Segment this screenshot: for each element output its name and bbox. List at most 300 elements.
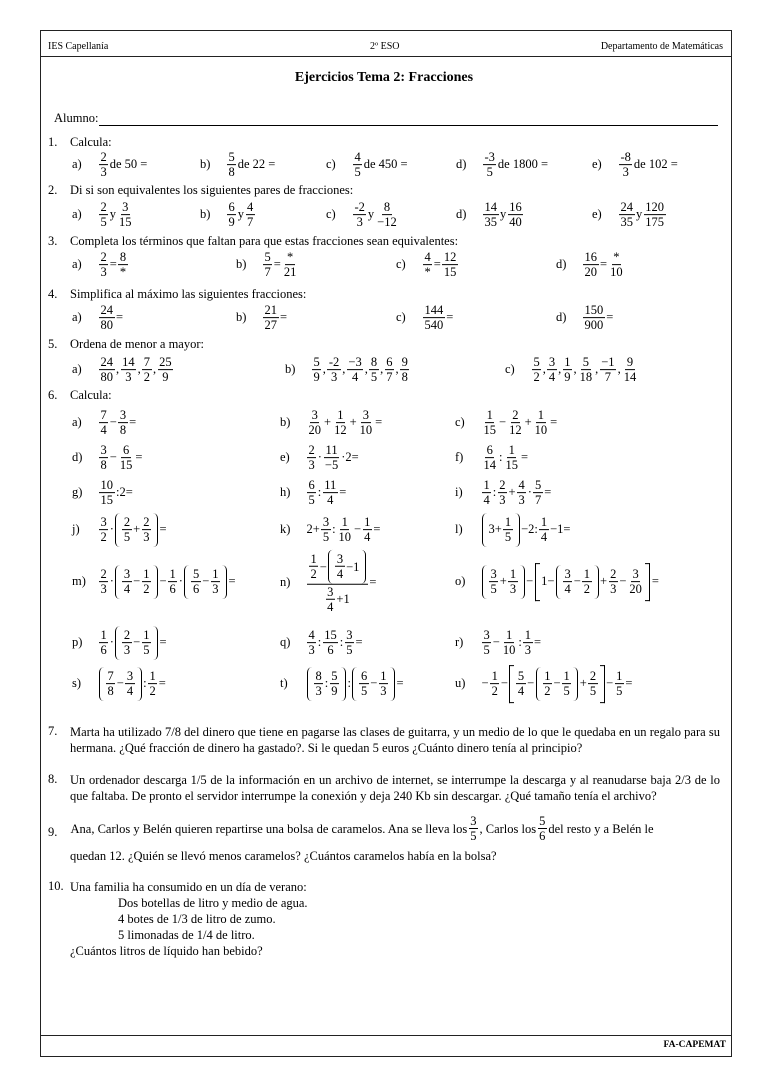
item-label: a) bbox=[72, 157, 82, 172]
math-text: 8 bbox=[119, 423, 127, 438]
math-text: 8 bbox=[119, 250, 127, 265]
math-text: 2 bbox=[308, 443, 315, 458]
fraction bbox=[503, 515, 512, 545]
fraction bbox=[501, 628, 517, 658]
denominator bbox=[99, 216, 108, 230]
item-label: b) bbox=[200, 207, 211, 222]
numerator bbox=[369, 355, 378, 370]
math-text: − bbox=[116, 676, 124, 691]
paren-group bbox=[307, 667, 346, 701]
math-text: 7 bbox=[534, 493, 542, 508]
numerator bbox=[583, 303, 605, 318]
numerator bbox=[532, 355, 541, 370]
fraction bbox=[539, 515, 548, 545]
group-content bbox=[540, 563, 646, 601]
math-text: 5 bbox=[192, 567, 200, 582]
item-label: c) bbox=[455, 415, 465, 430]
paren-group bbox=[115, 565, 158, 599]
math-text: −1= bbox=[550, 522, 571, 537]
paren-group bbox=[352, 667, 395, 701]
fraction bbox=[600, 355, 616, 385]
numerator bbox=[400, 355, 409, 370]
problem-9-text bbox=[70, 814, 720, 864]
math-text: 2 bbox=[310, 567, 317, 582]
fraction bbox=[482, 408, 498, 438]
math-text: 1 bbox=[508, 443, 515, 458]
math-text: 21 bbox=[283, 265, 297, 280]
math-text: 2 bbox=[123, 515, 131, 530]
denominator bbox=[363, 531, 372, 545]
math-text: 3 bbox=[322, 515, 330, 530]
math-text: 2 bbox=[149, 684, 156, 699]
math-text: , bbox=[322, 362, 326, 377]
math-text: − bbox=[527, 676, 535, 691]
page-title: Ejercicios Tema 2: Fracciones bbox=[294, 70, 474, 85]
math-expression bbox=[306, 667, 404, 701]
math-text: 3 bbox=[100, 515, 107, 530]
math-text: 21 bbox=[264, 303, 277, 318]
math-text: + bbox=[499, 574, 507, 589]
numerator bbox=[538, 814, 547, 829]
fraction bbox=[99, 250, 108, 280]
math-text: 6 bbox=[360, 669, 368, 684]
numerator bbox=[312, 355, 321, 370]
fraction bbox=[99, 355, 115, 385]
item-label: b) bbox=[200, 157, 211, 172]
numerator bbox=[490, 669, 499, 684]
denominator bbox=[359, 685, 368, 699]
numerator bbox=[379, 669, 388, 684]
math-text: 14 bbox=[483, 458, 496, 473]
denominator bbox=[508, 216, 524, 230]
math-text: 1 bbox=[505, 628, 513, 643]
problem-8-text: Un ordenador descarga 1/5 de la información en un archivo de internet, se interrumpe la descarga y al reanudarse baja 2/3 de lo que faltaba. De pronto el servidor interrumpe la conexión y deja 240 Kb sin descargar. ¿Qué tamaño tenía el archivo? bbox=[70, 773, 720, 803]
math-text: 6 bbox=[122, 443, 130, 458]
math-expression bbox=[262, 303, 288, 333]
denominator bbox=[227, 216, 236, 230]
math-text: 16 bbox=[584, 250, 597, 265]
math-text: 5 bbox=[534, 478, 542, 493]
math-text: , bbox=[542, 362, 546, 377]
ex1-heading: Calcula: bbox=[70, 135, 112, 149]
fraction bbox=[330, 669, 339, 699]
math-text: 4 bbox=[548, 370, 556, 385]
math-text: · bbox=[109, 635, 114, 650]
numerator bbox=[612, 250, 621, 265]
math-text: 1 bbox=[143, 628, 150, 643]
math-text: − bbox=[500, 676, 508, 691]
fraction bbox=[619, 150, 632, 180]
math-text: 3 bbox=[548, 355, 556, 370]
math-text: 1 bbox=[491, 669, 498, 684]
math-text: 5 bbox=[470, 829, 477, 844]
math-text: 3 bbox=[632, 567, 639, 582]
ex6-item bbox=[72, 513, 167, 547]
right-paren bbox=[361, 550, 366, 584]
math-text: 1 bbox=[504, 515, 512, 530]
math-text: 8 bbox=[107, 684, 114, 699]
math-expression bbox=[306, 443, 359, 473]
fraction bbox=[99, 150, 108, 180]
math-text: de 102 = bbox=[633, 157, 678, 172]
denominator bbox=[547, 371, 556, 385]
bracket-group bbox=[509, 665, 604, 703]
fraction bbox=[369, 355, 378, 385]
denominator bbox=[118, 266, 127, 280]
group-content bbox=[120, 626, 153, 660]
math-expression bbox=[98, 667, 166, 701]
math-text: 4 bbox=[518, 478, 525, 493]
item-label: a) bbox=[72, 362, 82, 377]
ex6-item bbox=[280, 478, 347, 508]
math-text: 9 bbox=[162, 370, 169, 385]
numerator bbox=[516, 669, 525, 684]
denominator bbox=[498, 494, 507, 508]
math-text: , bbox=[342, 362, 346, 377]
math-text: 4 bbox=[517, 684, 525, 699]
fraction bbox=[99, 200, 108, 230]
denominator bbox=[483, 216, 499, 230]
math-text: 14 bbox=[484, 200, 497, 215]
ex3-heading: Completa los términos que faltan para que estas fracciones sean equivalentes: bbox=[70, 234, 459, 248]
denominator bbox=[622, 371, 638, 385]
item-label: a) bbox=[72, 310, 82, 325]
math-text: 6 bbox=[386, 355, 393, 370]
math-text: 3 bbox=[610, 582, 617, 597]
math-text: 3 bbox=[622, 165, 629, 180]
fraction bbox=[543, 669, 552, 699]
math-text: 2 bbox=[100, 530, 107, 545]
denominator bbox=[321, 531, 330, 545]
math-text: 540 bbox=[424, 318, 444, 333]
fraction bbox=[323, 443, 339, 473]
denominator bbox=[582, 583, 591, 597]
math-text: = bbox=[116, 310, 124, 325]
numerator bbox=[321, 515, 330, 530]
denominator bbox=[307, 459, 316, 473]
math-text: 7 bbox=[604, 370, 612, 385]
math-text: 7 bbox=[143, 355, 150, 370]
numerator bbox=[442, 250, 458, 265]
ex6-item bbox=[455, 408, 558, 438]
numerator bbox=[563, 355, 572, 370]
math-text: 4 bbox=[483, 493, 490, 508]
numerator bbox=[99, 567, 108, 582]
fraction bbox=[307, 478, 316, 508]
item-label: e) bbox=[592, 157, 602, 172]
denominator bbox=[376, 216, 399, 230]
fraction bbox=[644, 200, 666, 230]
numerator bbox=[345, 628, 354, 643]
student-label: Alumno: bbox=[54, 111, 99, 125]
math-text: 3 bbox=[311, 408, 318, 423]
fraction bbox=[99, 443, 108, 473]
math-text: + bbox=[524, 415, 532, 430]
denominator bbox=[122, 583, 131, 597]
math-text: * bbox=[613, 250, 620, 265]
group-content bbox=[541, 667, 574, 701]
denominator bbox=[485, 166, 494, 180]
math-text: 1 bbox=[524, 628, 532, 643]
math-text: 3 bbox=[122, 200, 129, 215]
denominator bbox=[263, 319, 279, 333]
math-text: 9 bbox=[626, 355, 634, 370]
math-text: 120 bbox=[645, 200, 664, 215]
math-text: : bbox=[332, 522, 336, 537]
denominator bbox=[490, 685, 499, 699]
fraction bbox=[516, 669, 525, 699]
denominator bbox=[314, 685, 323, 699]
math-text: -3 bbox=[484, 150, 495, 165]
denominator bbox=[619, 216, 635, 230]
numerator bbox=[142, 567, 151, 582]
math-text: 3 bbox=[212, 582, 219, 597]
item-label: l) bbox=[455, 522, 463, 537]
fraction bbox=[99, 515, 108, 545]
fraction bbox=[99, 628, 108, 658]
math-text: 11 bbox=[324, 478, 337, 493]
math-text: 5 bbox=[123, 530, 131, 545]
fraction bbox=[246, 200, 255, 230]
math-text: = bbox=[600, 257, 608, 272]
math-text: 1 bbox=[149, 669, 156, 684]
math-text: 2 bbox=[123, 628, 131, 643]
item-label: e) bbox=[280, 450, 290, 465]
math-text: 8 bbox=[100, 458, 107, 473]
math-text: · bbox=[178, 574, 183, 589]
math-text: + bbox=[324, 415, 332, 430]
ex6-item bbox=[72, 565, 236, 599]
math-text: 5 bbox=[228, 150, 235, 165]
ex6-item bbox=[280, 550, 377, 615]
math-text: = bbox=[273, 257, 281, 272]
ex4-item bbox=[236, 303, 288, 333]
math-text: − bbox=[319, 559, 327, 574]
fraction bbox=[628, 567, 644, 597]
problem-10-text bbox=[70, 879, 720, 959]
right-paren bbox=[153, 565, 158, 599]
problem-10-item: 4 botes de 1/3 de litro de zumo. bbox=[118, 912, 276, 926]
item-label: d) bbox=[456, 157, 467, 172]
math-text: de 50 = bbox=[109, 157, 148, 172]
denominator bbox=[309, 567, 318, 581]
numerator bbox=[158, 355, 174, 370]
problem-10-number: 10. bbox=[48, 879, 64, 893]
denominator bbox=[603, 371, 612, 385]
math-text: 3 bbox=[100, 165, 107, 180]
denominator bbox=[385, 371, 394, 385]
numerator bbox=[533, 478, 542, 493]
math-text: = bbox=[534, 635, 542, 650]
math-text: , bbox=[617, 362, 621, 377]
denominator bbox=[307, 424, 323, 438]
numerator bbox=[118, 250, 127, 265]
math-text: 10 bbox=[100, 478, 113, 493]
math-text: 14 bbox=[122, 355, 135, 370]
fraction bbox=[483, 150, 496, 180]
denominator bbox=[227, 166, 236, 180]
ex6-number: 6. bbox=[48, 388, 58, 402]
denominator bbox=[345, 644, 354, 658]
fraction bbox=[321, 515, 330, 545]
fraction bbox=[523, 628, 532, 658]
right-paren bbox=[573, 667, 578, 701]
math-text: : bbox=[492, 485, 497, 500]
student-name-field[interactable] bbox=[54, 111, 718, 126]
denominator bbox=[543, 685, 552, 699]
math-text: 4 bbox=[564, 582, 571, 597]
math-expression bbox=[98, 478, 133, 508]
denominator bbox=[99, 319, 115, 333]
denominator bbox=[329, 371, 338, 385]
item-label: j) bbox=[72, 522, 80, 537]
denominator bbox=[482, 644, 491, 658]
item-label: c) bbox=[396, 310, 406, 325]
denominator bbox=[122, 531, 131, 545]
math-text: 6 bbox=[308, 478, 315, 493]
denominator bbox=[358, 424, 374, 438]
math-text: : bbox=[324, 676, 329, 691]
fraction bbox=[578, 355, 594, 385]
math-text: 8 bbox=[370, 355, 378, 370]
numerator bbox=[168, 567, 177, 582]
numerator bbox=[536, 408, 545, 423]
denominator bbox=[324, 585, 352, 615]
math-text: , bbox=[380, 362, 384, 377]
math-text: 9 bbox=[331, 684, 338, 699]
math-text: 3+ bbox=[488, 522, 502, 537]
math-expression bbox=[531, 355, 639, 385]
math-text: , bbox=[595, 362, 599, 377]
math-text: : bbox=[518, 635, 522, 650]
math-text: 1 bbox=[544, 669, 551, 684]
math-expression bbox=[98, 513, 167, 547]
math-text: −1 bbox=[601, 355, 615, 370]
item-label: c) bbox=[326, 207, 336, 222]
numerator bbox=[121, 200, 130, 215]
fraction bbox=[489, 567, 498, 597]
math-expression bbox=[98, 303, 124, 333]
fraction bbox=[227, 200, 236, 230]
fraction bbox=[358, 408, 374, 438]
ex6-item bbox=[72, 478, 133, 508]
fraction bbox=[142, 355, 151, 385]
numerator bbox=[99, 250, 108, 265]
right-paren bbox=[222, 565, 227, 599]
numerator bbox=[335, 552, 344, 567]
fraction bbox=[307, 408, 323, 438]
fraction bbox=[345, 628, 354, 658]
denominator bbox=[333, 424, 349, 438]
item-label: h) bbox=[280, 485, 291, 500]
math-expression bbox=[306, 515, 381, 545]
math-expression bbox=[352, 200, 399, 230]
math-text: 7 bbox=[247, 215, 254, 230]
denominator bbox=[350, 371, 359, 385]
ex5-item bbox=[285, 355, 410, 385]
denominator bbox=[482, 494, 491, 508]
math-text: 4 bbox=[123, 582, 131, 597]
math-text: 2 bbox=[589, 669, 597, 684]
numerator bbox=[309, 552, 318, 567]
ex4-item bbox=[72, 303, 124, 333]
header-school: IES Capellanía bbox=[48, 41, 109, 52]
numerator bbox=[307, 478, 316, 493]
denominator bbox=[588, 685, 597, 699]
math-text: 2 bbox=[533, 370, 540, 385]
denominator bbox=[307, 494, 316, 508]
math-text: 2 bbox=[143, 582, 150, 597]
math-text: 40 bbox=[509, 215, 522, 230]
math-text: 5 bbox=[589, 684, 597, 699]
fraction bbox=[118, 408, 127, 438]
numerator bbox=[489, 567, 498, 582]
math-text: 1 bbox=[540, 515, 548, 530]
fraction bbox=[122, 567, 131, 597]
math-text: 15 bbox=[119, 215, 132, 230]
math-text: −2: bbox=[521, 522, 538, 537]
fraction bbox=[307, 550, 368, 615]
math-text: 1 bbox=[583, 567, 590, 582]
right-bracket bbox=[645, 563, 650, 601]
math-text: 7 bbox=[386, 370, 393, 385]
math-text: y bbox=[500, 207, 507, 222]
numerator bbox=[327, 355, 340, 370]
math-text: 2 bbox=[143, 515, 150, 530]
denominator bbox=[482, 424, 498, 438]
math-text: −1 bbox=[346, 559, 360, 574]
math-text: 3 bbox=[564, 567, 571, 582]
item-label: b) bbox=[280, 415, 291, 430]
math-text: 4 bbox=[364, 530, 371, 545]
numerator bbox=[99, 303, 115, 318]
fraction bbox=[482, 478, 491, 508]
numerator bbox=[121, 443, 130, 458]
denominator bbox=[99, 644, 108, 658]
item-label: d) bbox=[556, 257, 567, 272]
math-text: 1 bbox=[341, 515, 348, 530]
numerator bbox=[581, 355, 590, 370]
math-text: 6 bbox=[539, 829, 546, 844]
fraction bbox=[583, 303, 605, 333]
fraction bbox=[227, 150, 236, 180]
math-text: 5 bbox=[354, 165, 361, 180]
footer-code: FA-CAPEMAT bbox=[663, 1040, 726, 1050]
math-expression bbox=[481, 665, 633, 703]
math-text: = bbox=[158, 676, 166, 691]
math-text: = bbox=[129, 415, 137, 430]
fraction bbox=[122, 515, 131, 545]
math-text: 1 bbox=[337, 408, 344, 423]
math-text: 5 bbox=[490, 582, 497, 597]
fraction bbox=[588, 669, 597, 699]
numerator bbox=[353, 150, 362, 165]
student-name-line bbox=[99, 114, 718, 126]
denominator bbox=[118, 424, 127, 438]
math-expression bbox=[98, 408, 137, 438]
numerator bbox=[508, 567, 517, 582]
math-text: , bbox=[395, 362, 399, 377]
group-content bbox=[561, 565, 594, 599]
math-text: 25 bbox=[159, 355, 172, 370]
ex4-item bbox=[396, 303, 454, 333]
fraction bbox=[118, 250, 127, 280]
denominator bbox=[106, 685, 115, 699]
numerator bbox=[323, 628, 339, 643]
math-text: : bbox=[347, 676, 351, 691]
ex1-number: 1. bbox=[48, 135, 58, 149]
math-expression bbox=[98, 443, 143, 473]
